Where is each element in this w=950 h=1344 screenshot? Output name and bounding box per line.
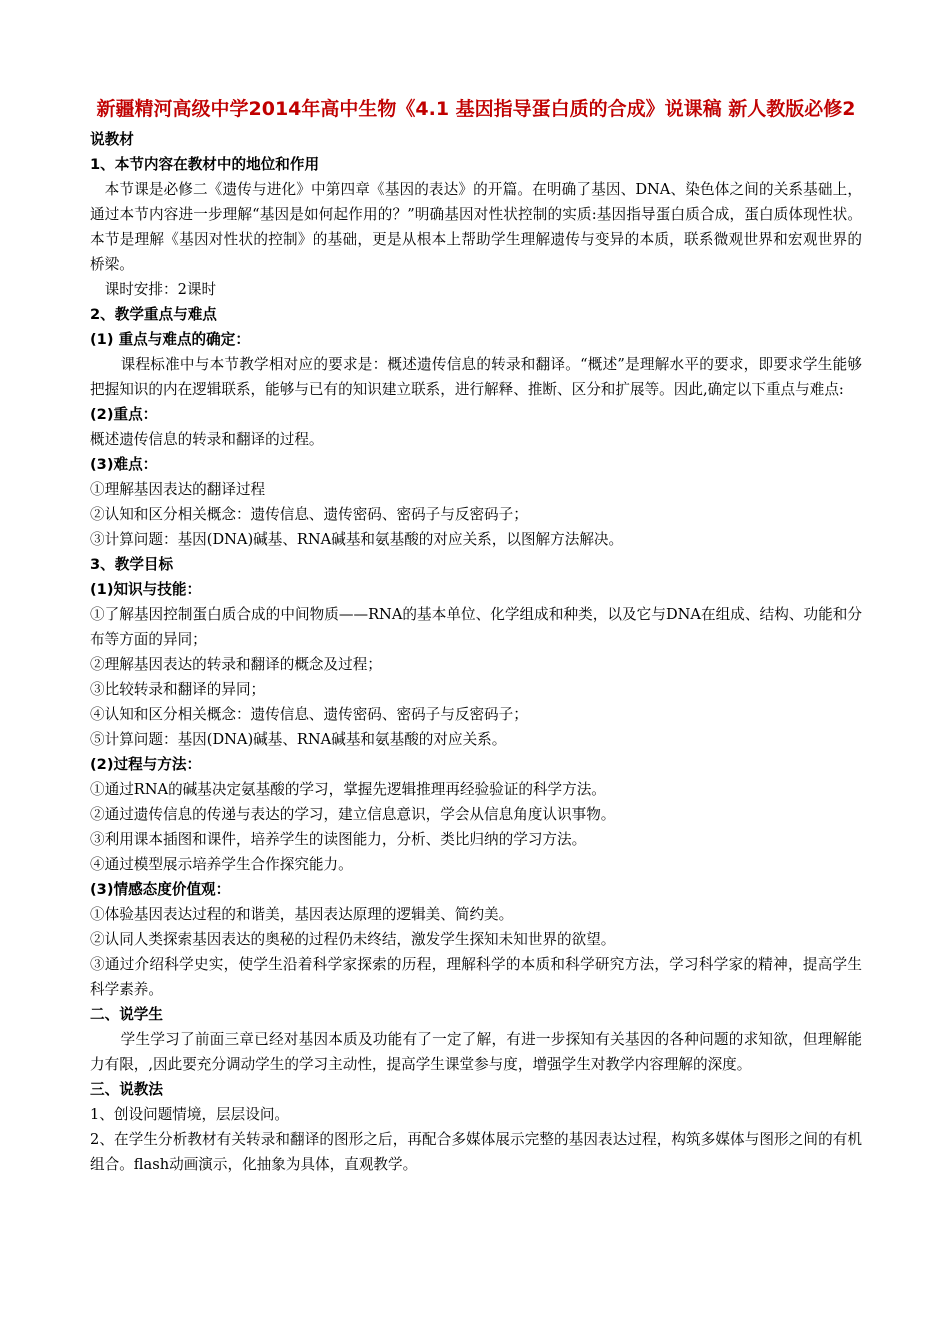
list-item: ③利用课本插图和课件，培养学生的读图能力，分析、类比归纳的学习方法。	[90, 831, 587, 848]
list-item: 1、创设问题情境，层层设问。	[90, 1106, 290, 1123]
list-item: ①通过RNA的碱基决定氨基酸的学习，掌握先逻辑推理再经验验证的科学方法。	[90, 781, 606, 798]
list-item: ③比较转录和翻译的异同；	[90, 681, 266, 698]
subheading-position-role: 1、本节内容在教材中的地位和作用	[90, 156, 320, 173]
subheading-key-points: (2)重点：	[90, 406, 158, 423]
list-item: ①了解基因控制蛋白质合成的中间物质——RNA的基本单位、化学组成和种类，以及它与DNA在组成、结构、功能和分布等方面的异同；	[90, 606, 862, 648]
list-item: ①理解基因表达的翻译过程	[90, 481, 266, 498]
subheading-determination: (1) 重点与难点的确定：	[90, 331, 250, 348]
section-heading-jiaocai: 说教材	[90, 131, 134, 148]
section-heading-students: 二、说学生	[90, 1006, 163, 1023]
subheading-teaching-objectives: 3、教学目标	[90, 556, 174, 573]
document-title: 新疆精河高级中学2014年高中生物《4.1 基因指导蛋白质的合成》说课稿 新人教版必修2	[96, 98, 856, 120]
list-item: ②通过遗传信息的传递与表达的学习，建立信息意识，学会从信息角度认识事物。	[90, 806, 616, 823]
paragraph-position-role: 本节课是必修二《遗传与进化》中第四章《基因的表达》的开篇。在明确了基因、DNA、染色体之间的关系基础上，通过本节内容进一步理解“基因是如何起作用的？”明确基因对性状控制的实质:基因指导蛋白质合成，蛋白质体现性状。本节是理解《基因对性状的控制》的基础，更是从根本上帮助学生理解遗传与变异的本质，联系微观世界和宏观世界的桥梁。	[90, 181, 862, 273]
subheading-process-methods: (2)过程与方法：	[90, 756, 202, 773]
paragraph-curriculum-standard: 课程标准中与本节教学相对应的要求是：概述遗传信息的转录和翻译。“概述”是理解水平的要求，即要求学生能够把握知识的内在逻辑联系，能够与已有的知识建立联系，进行解释、推断、区分和扩展等。因此,确定以下重点与难点:	[90, 356, 862, 398]
subheading-difficult-points: (3)难点：	[90, 456, 158, 473]
list-item: ④认知和区分相关概念：遗传信息、遗传密码、密码子与反密码子；	[90, 706, 528, 723]
subheading-emotion-values: (3)情感态度价值观：	[90, 881, 231, 898]
list-item: ③通过介绍科学史实，使学生沿着科学家探索的历程，理解科学的本质和科学研究方法，学习科学家的精神，提高学生科学素养。	[90, 956, 862, 998]
list-item: ②理解基因表达的转录和翻译的概念及过程；	[90, 656, 382, 673]
list-item: ④通过模型展示培养学生合作探究能力。	[90, 856, 353, 873]
subheading-knowledge-skills: (1)知识与技能：	[90, 581, 202, 598]
list-item: 2、在学生分析教材有关转录和翻译的图形之后，再配合多媒体展示完整的基因表达过程，构筑多媒体与图形之间的有机组合。flash动画演示，化抽象为具体，直观教学。	[90, 1131, 862, 1173]
section-heading-teaching-method: 三、说教法	[90, 1081, 163, 1098]
list-item: ①体验基因表达过程的和谐美，基因表达原理的逻辑美、简约美。	[90, 906, 514, 923]
document-page	[90, 96, 862, 1177]
paragraph-key-points: 概述遗传信息的转录和翻译的过程。	[90, 431, 324, 448]
list-item: ②认知和区分相关概念：遗传信息、遗传密码、密码子与反密码子；	[90, 506, 528, 523]
paragraph-students: 学生学习了前面三章已经对基因本质及功能有了一定了解，有进一步探知有关基因的各种问题的求知欲，但理解能力有限，,因此要充分调动学生的学习主动性，提高学生课堂参与度，增强学生对教学内容理解的深度。	[90, 1031, 862, 1073]
subheading-key-difficult: 2、教学重点与难点	[90, 306, 217, 323]
list-item: ③计算问题：基因(DNA)碱基、RNA碱基和氨基酸的对应关系，以图解方法解决。	[90, 531, 624, 548]
list-item: ⑤计算问题：基因(DNA)碱基、RNA碱基和氨基酸的对应关系。	[90, 731, 507, 748]
list-item: ②认同人类探索基因表达的奥秘的过程仍未终结，激发学生探知未知世界的欲望。	[90, 931, 616, 948]
class-hours: 课时安排：2课时	[104, 281, 217, 298]
